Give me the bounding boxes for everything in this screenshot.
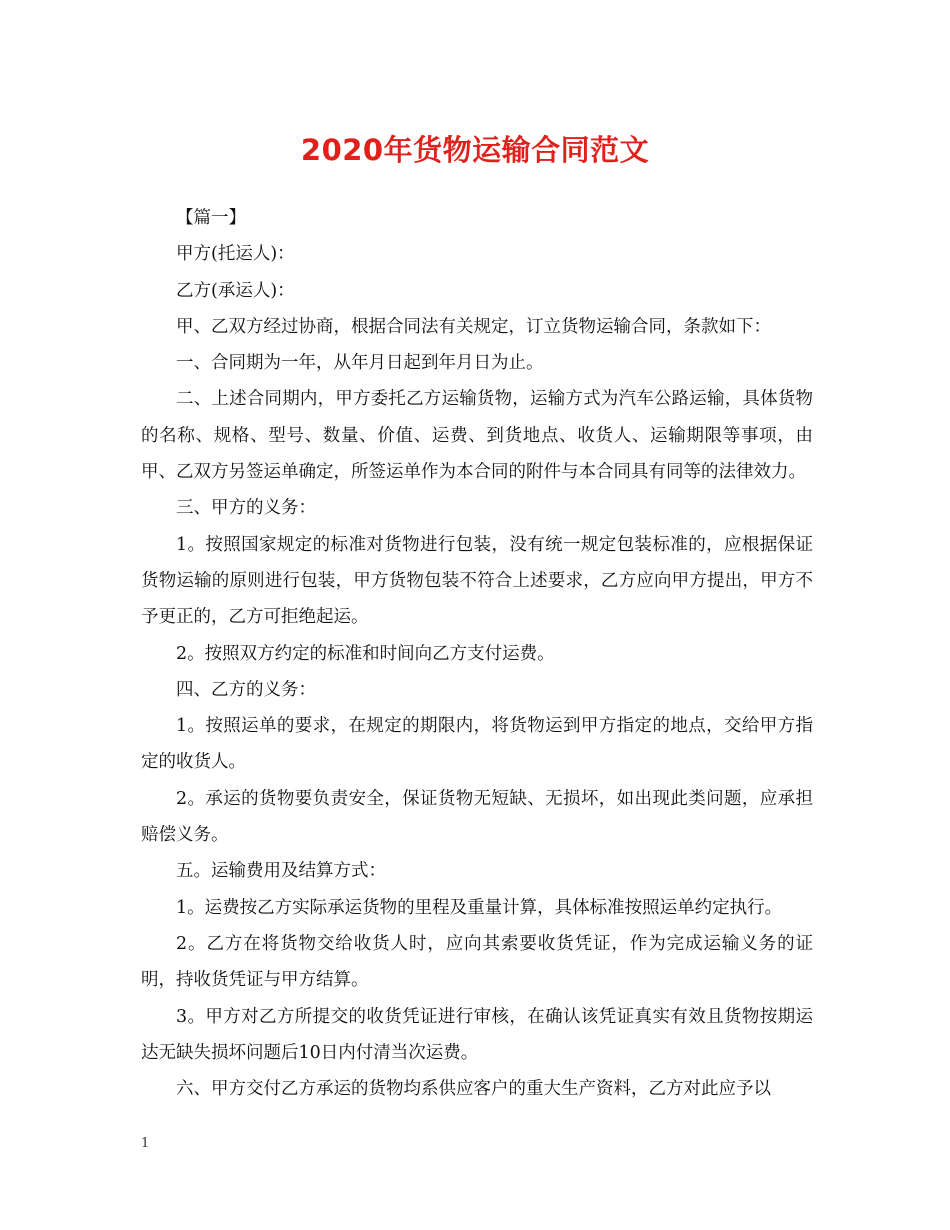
clause-3-heading: 三、甲方的义务：: [176, 498, 316, 519]
preamble-paragraph: 甲、乙双方经过协商，根据合同法有关规定，订立货物运输合同，条款如下：: [176, 316, 771, 337]
clause-4-item-1: 1。按照运单的要求，在规定的期限内，将货物运到甲方指定的地点，交给甲方指定的收货人。: [141, 716, 813, 773]
section-heading-part-one: 【篇一】: [176, 208, 246, 228]
clause-5-item-1: 1。运费按乙方实际承运货物的里程及重量计算，具体标准按照运单约定执行。: [176, 897, 783, 918]
clause-5-item-3: 3。甲方对乙方所提交的收货凭证进行审核，在确认该凭证真实有效且货物按期运达无缺失损坏问题后10日内付清当次运费。: [141, 1006, 813, 1063]
party-a-line: 甲方(托运人)：: [176, 244, 295, 265]
clause-2-scope: 二、上述合同期内，甲方委托乙方运输货物，运输方式为汽车公路运输，具体货物的名称、规格、型号、数量、价值、运费、到货地点、收货人、运输期限等事项，由甲、乙双方另签运单确定，所签运单作为本合同的附件与本合同具有同等的法律效力。: [141, 389, 813, 483]
clause-4-item-2: 2。承运的货物要负责安全，保证货物无短缺、无损坏，如出现此类问题，应承担赔偿义务。: [141, 788, 813, 846]
page-number: 1: [141, 1136, 150, 1151]
document-title: 2020年货物运输合同范文: [300, 133, 650, 167]
clause-6-partial: 六、甲方交付乙方承运的货物均系供应客户的重大生产资料，乙方对此应予以: [176, 1079, 771, 1100]
document-body: [141, 200, 813, 1107]
clause-3-item-2: 2。按照双方约定的标准和时间向乙方支付运费。: [176, 643, 555, 664]
clause-5-item-2: 2。乙方在将货物交给收货人时，应向其索要收货凭证，作为完成运输义务的证明，持收货凭证与甲方结算。: [141, 933, 813, 991]
party-b-line: 乙方(承运人)：: [176, 280, 295, 301]
clause-3-item-1: 1。按照国家规定的标准对货物进行包装，没有统一规定包装标准的，应根据保证货物运输的原则进行包装，甲方货物包装不符合上述要求，乙方应向甲方提出，甲方不予更正的，乙方可拒绝起运。: [141, 534, 813, 628]
clause-1-term: 一、合同期为一年，从年月日起到年月日为止。: [176, 353, 544, 374]
clause-5-heading: 五。运输费用及结算方式：: [176, 861, 386, 882]
clause-4-heading: 四、乙方的义务：: [176, 679, 316, 700]
